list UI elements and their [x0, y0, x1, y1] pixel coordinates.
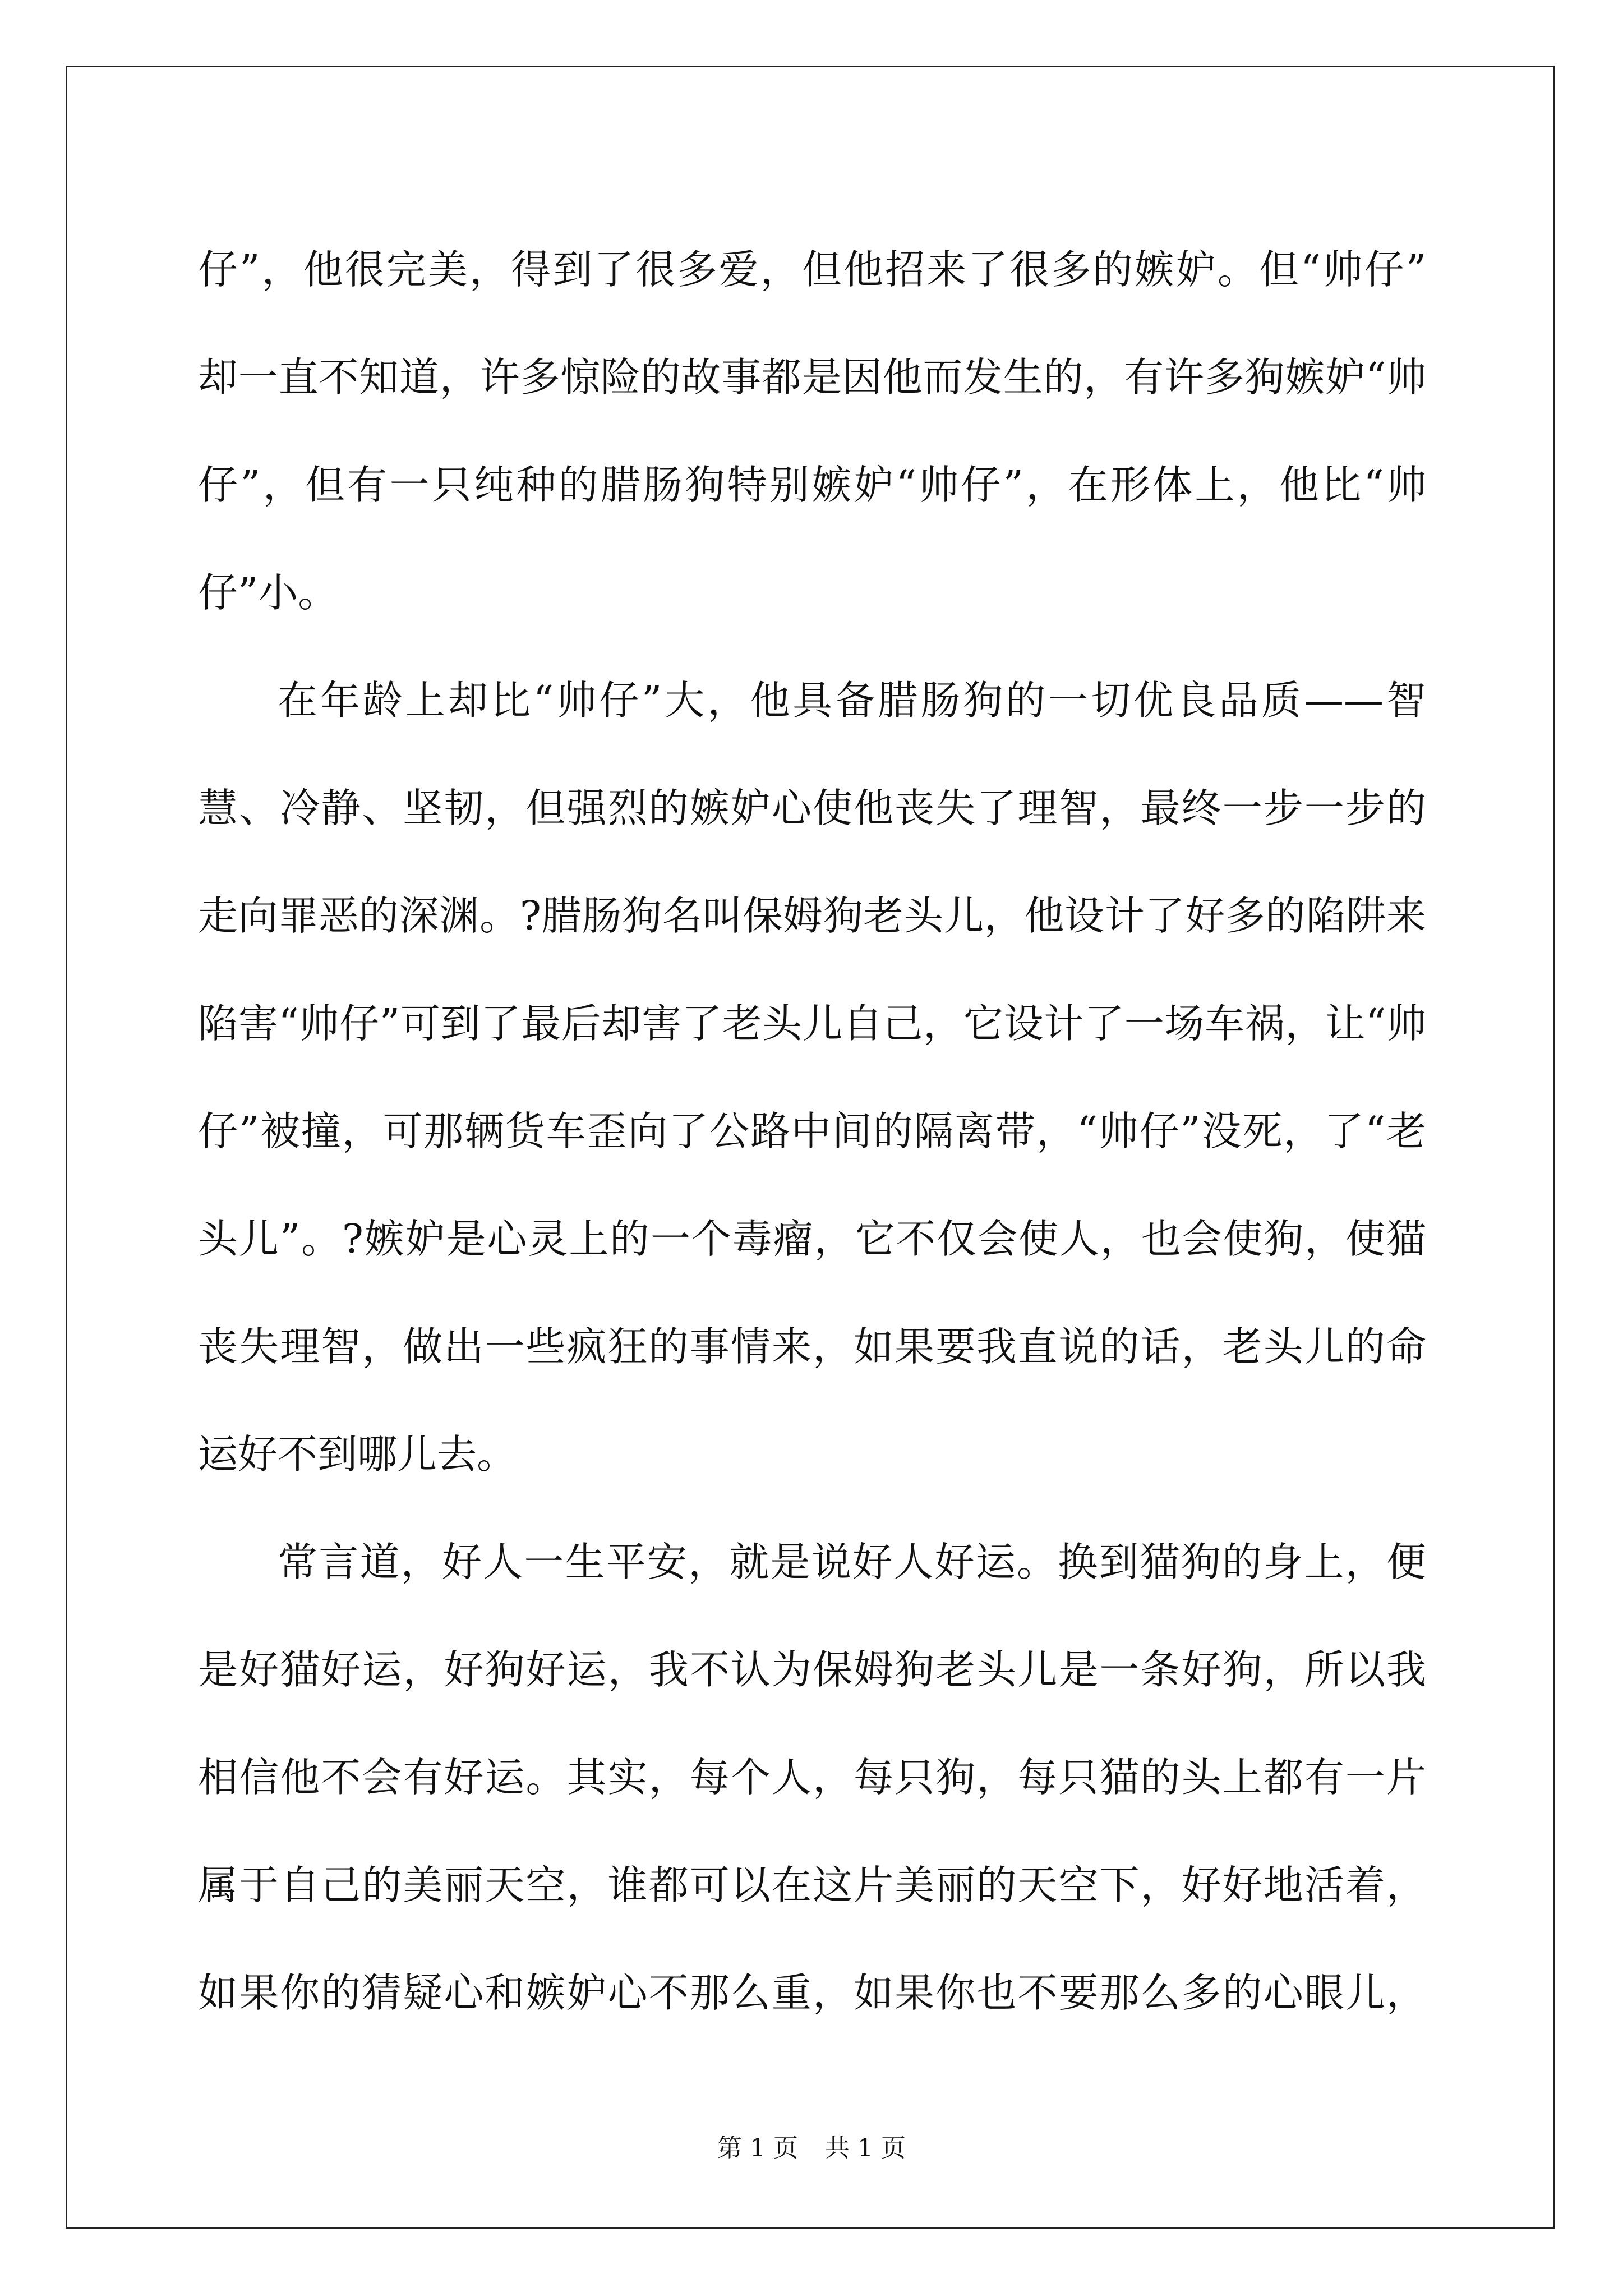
text-line: 走向罪恶的深渊。?腊肠狗名叫保姆狗老头儿，他设计了好多的陷阱来: [198, 892, 1426, 939]
paragraph: [198, 647, 1426, 1508]
text-line: 运好不到哪儿去。: [198, 1431, 517, 1478]
paragraph: [198, 1508, 1426, 2047]
text-line: 如果你的猜疑心和嫉妒心不那么重，如果你也不要那么多的心眼儿，: [198, 1970, 1426, 2016]
text-line: 仔”，他很完美，得到了很多爱，但他招来了很多的嫉妒。但“帅仔”: [198, 246, 1426, 293]
text-line: 头儿”。?嫉妒是心灵上的一个毒瘤，它不仅会使人，也会使狗，使猫: [198, 1216, 1426, 1262]
text-line: 丧失理智，做出一些疯狂的事情来，如果要我直说的话，老头儿的命: [198, 1323, 1426, 1370]
text-line: 是好猫好运，好狗好运，我不认为保姆狗老头儿是一条好狗，所以我: [198, 1646, 1426, 1693]
text-line: 相信他不会有好运。其实，每个人，每只狗，每只猫的头上都有一片: [198, 1754, 1426, 1801]
text-line: 仔”小。: [198, 569, 338, 616]
text-line: 慧、冷静、坚韧，但强烈的嫉妒心使他丧失了理智，最终一步一步的: [198, 785, 1426, 831]
page-number-current: 第 1 页: [717, 2134, 798, 2162]
text-line: 在年龄上却比“帅仔”大，他具备腊肠狗的一切优良品质——智: [278, 677, 1426, 724]
text-line: 却一直不知道，许多惊险的故事都是因他而发生的，有许多狗嫉妒“帅: [198, 354, 1426, 401]
text-line: 仔”被撞，可那辆货车歪向了公路中间的隔离带，“帅仔”没死，了“老: [198, 1108, 1426, 1154]
text-line: 仔”，但有一只纯种的腊肠狗特别嫉妒“帅仔”，在形体上，他比“帅: [198, 462, 1426, 508]
text-line: 常言道，好人一生平安，就是说好人好运。换到猫狗的身上，便: [278, 1539, 1426, 1585]
paragraph: [198, 216, 1426, 647]
page-number-total: 共 1 页: [825, 2134, 906, 2162]
page-footer: [0, 2132, 1623, 2165]
document-body: [198, 216, 1426, 2047]
text-line: 属于自己的美丽天空，谁都可以在这片美丽的天空下，好好地活着，: [198, 1862, 1426, 1908]
text-line: 陷害“帅仔”可到了最后却害了老头儿自己，它设计了一场车祸，让“帅: [198, 1000, 1426, 1047]
